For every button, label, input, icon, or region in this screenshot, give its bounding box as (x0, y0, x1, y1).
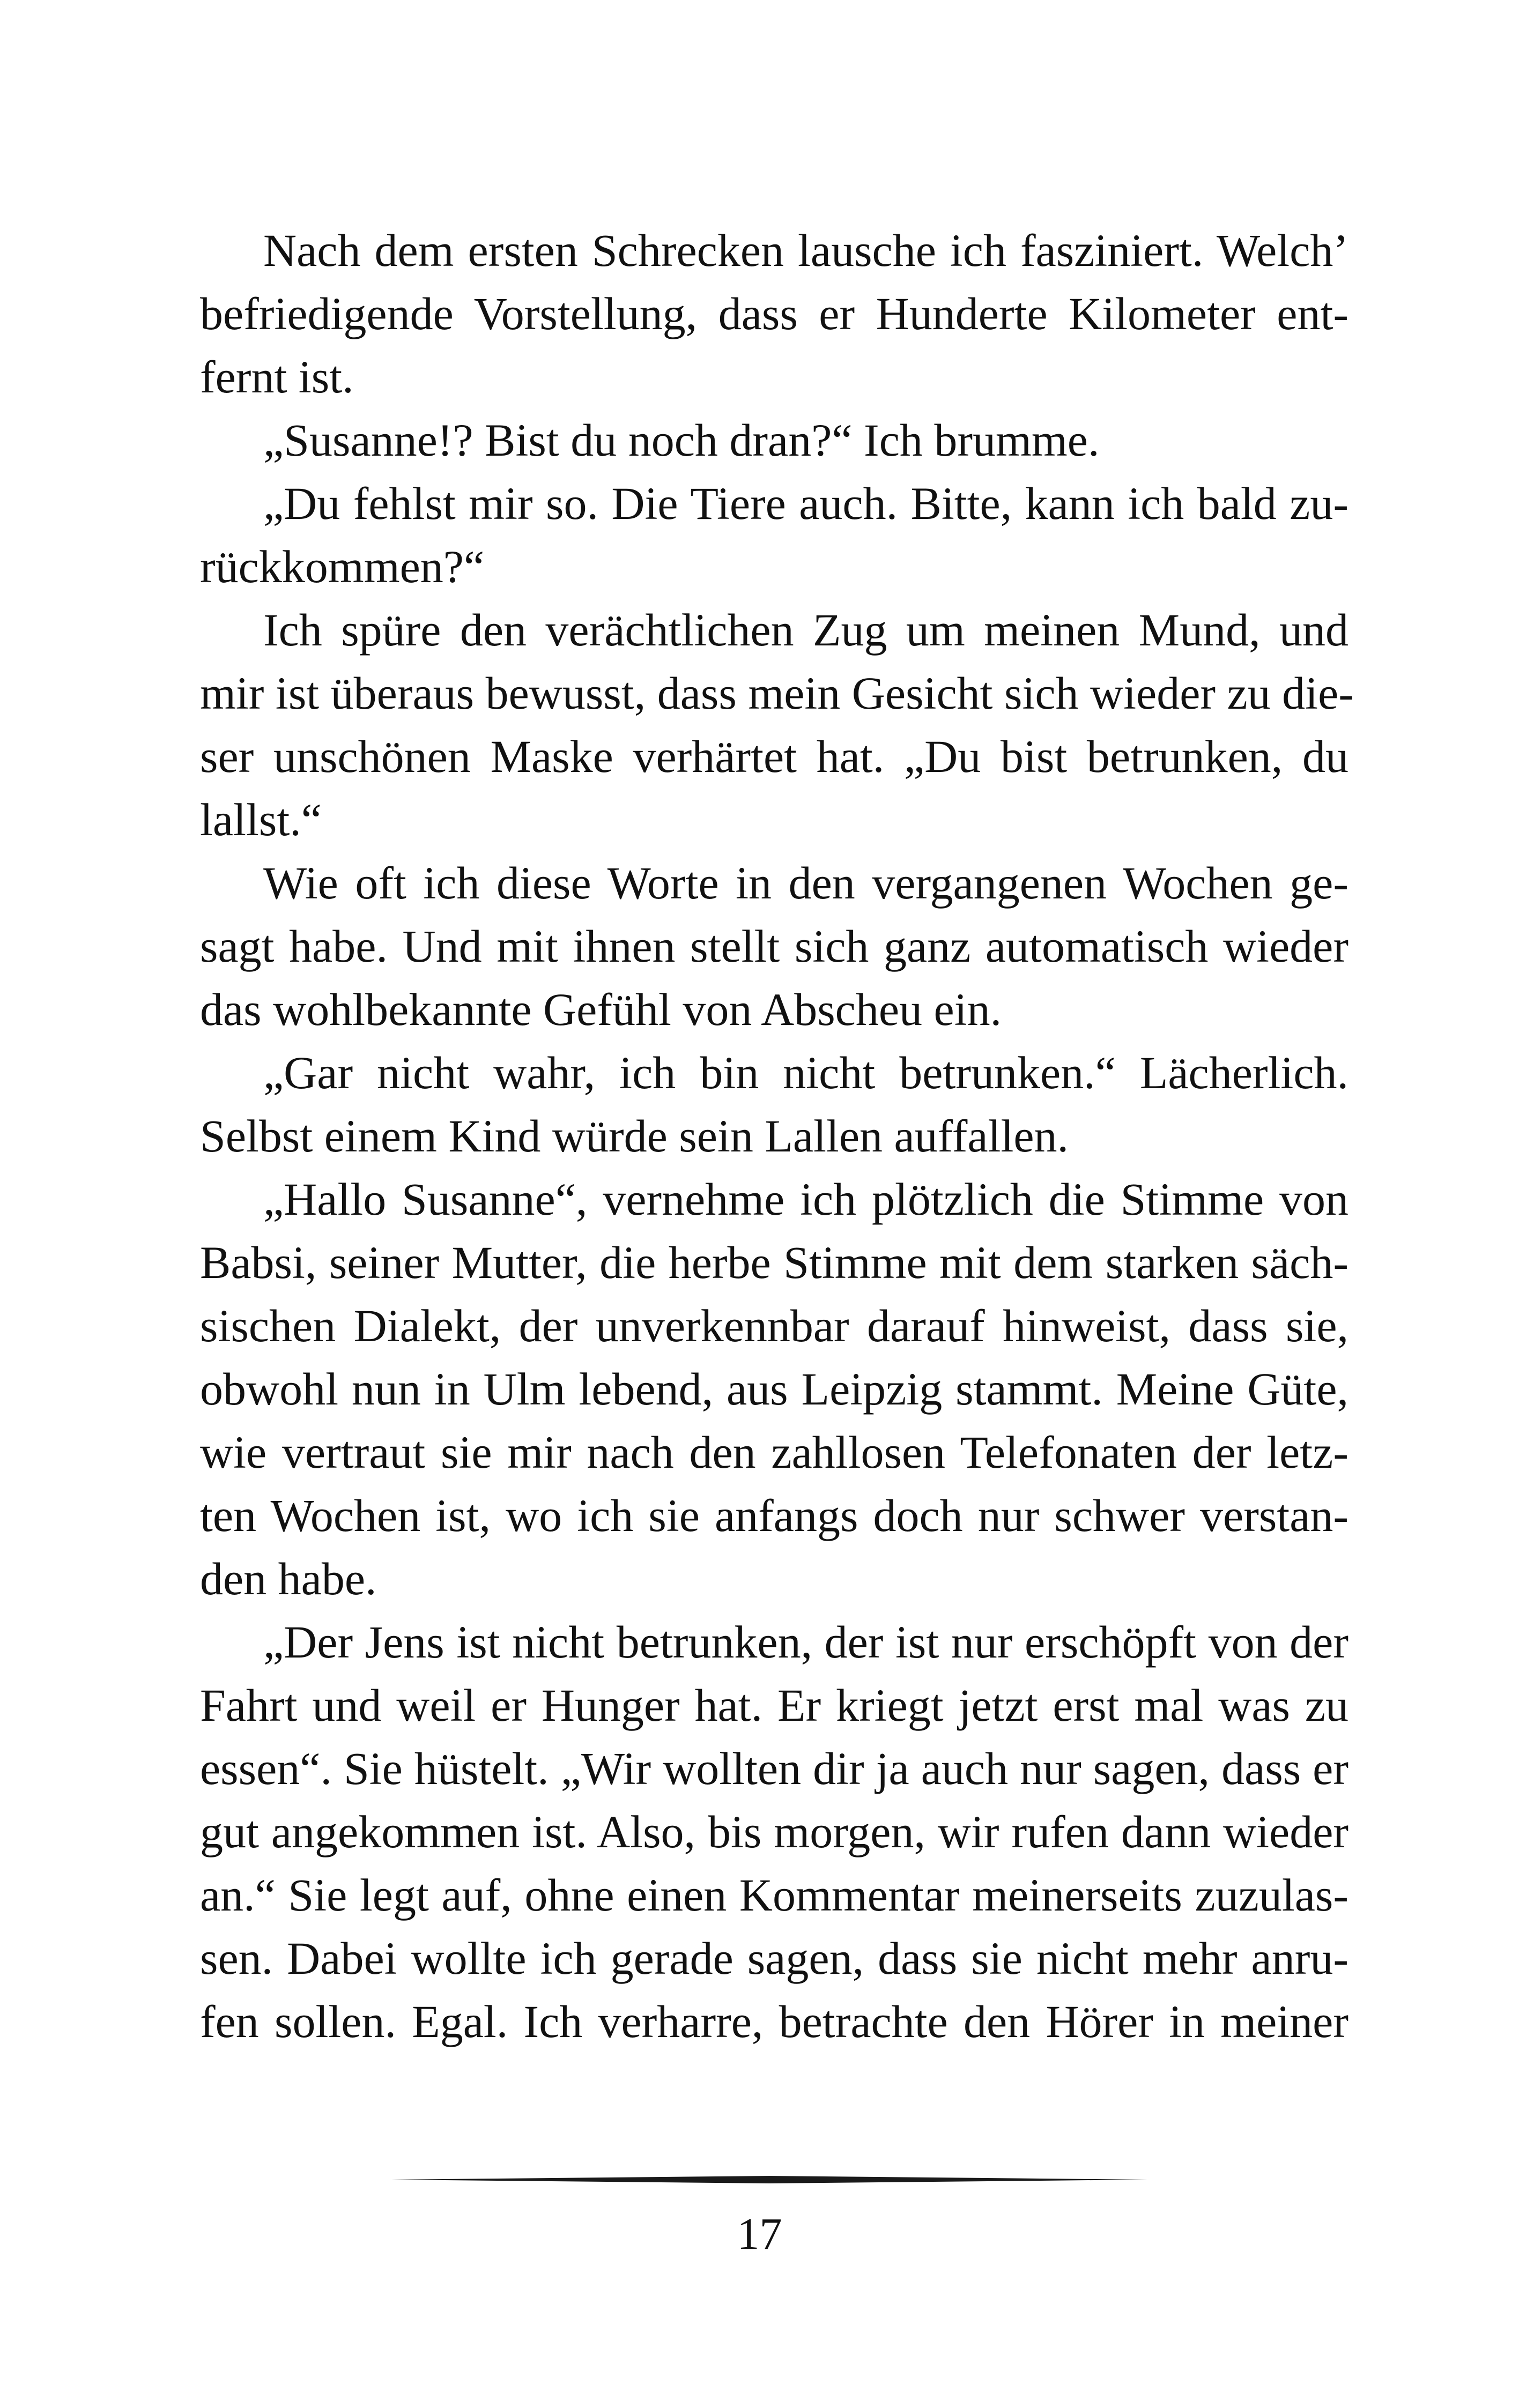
text-line: Babsi, seiner Mutter, die herbe Stimme mit dem starken säch- (200, 1237, 1348, 1288)
text-line: Fahrt und weil er Hunger hat. Er kriegt jetzt erst mal was zu (200, 1679, 1348, 1731)
text-line: rückkommen?“ (200, 541, 485, 592)
text-line: essen“. Sie hüstelt. „Wir wollten dir ja auch nur sagen, dass er (200, 1743, 1348, 1794)
ornamental-rule-shape (391, 2175, 1147, 2184)
text-line: Nach dem ersten Schrecken lausche ich fasziniert. Welch’ (263, 225, 1348, 276)
text-line: ten Wochen ist, wo ich sie anfangs doch nur schwer verstan- (200, 1490, 1348, 1541)
text-line: Wie oft ich diese Worte in den vergangenen Wochen ge- (263, 857, 1348, 909)
text-line: sischen Dialekt, der unverkennbar darauf hinweist, dass sie, (200, 1300, 1348, 1351)
text-line: sen. Dabei wollte ich gerade sagen, dass sie nicht mehr anru- (200, 1933, 1348, 1984)
text-line: fen sollen. Egal. Ich verharre, betrachte den Hörer in meiner (200, 1996, 1348, 2047)
text-line: den habe. (200, 1553, 377, 1604)
text-line: an.“ Sie legt auf, ohne einen Kommentar meinerseits zuzulas- (200, 1869, 1348, 1921)
text-line: „Gar nicht wahr, ich bin nicht betrunken.“ Lächerlich. (263, 1047, 1348, 1098)
text-line: „Hallo Susanne“, vernehme ich plötzlich die Stimme von (263, 1173, 1348, 1225)
text-line: „Der Jens ist nicht betrunken, der ist nur erschöpft von der (263, 1616, 1348, 1668)
text-line: „Susanne!? Bist du noch dran?“ Ich brumme. (263, 414, 1100, 466)
text-line: Ich spüre den verächtlichen Zug um meinen Mund, und (263, 604, 1348, 656)
page-number: 17 (737, 2209, 782, 2259)
text-line: sagt habe. Und mit ihnen stellt sich ganz automatisch wieder (200, 920, 1348, 972)
text-line: fernt ist. (200, 351, 354, 403)
text-line: mir ist überaus bewusst, dass mein Gesicht sich wieder zu die- (200, 667, 1354, 719)
text-line: wie vertraut sie mir nach den zahllosen Telefonaten der letz- (200, 1426, 1348, 1478)
text-line: Selbst einem Kind würde sein Lallen auffallen. (200, 1110, 1069, 1162)
text-line: das wohlbekannte Gefühl von Abscheu ein. (200, 984, 1002, 1035)
text-line: obwohl nun in Ulm lebend, aus Leipzig stammt. Meine Güte, (200, 1363, 1348, 1415)
footer-rule (391, 2175, 1147, 2184)
body-text (200, 219, 1354, 2053)
text-line: befriedigende Vorstellung, dass er Hunderte Kilometer ent- (200, 288, 1348, 339)
text-line: ser unschönen Maske verhärtet hat. „Du bist betrunken, du (200, 731, 1348, 782)
text-line: lallst.“ (200, 794, 322, 845)
text-line: gut angekommen ist. Also, bis morgen, wir rufen dann wieder (200, 1806, 1348, 1857)
text-line: „Du fehlst mir so. Die Tiere auch. Bitte, kann ich bald zu- (263, 478, 1348, 529)
